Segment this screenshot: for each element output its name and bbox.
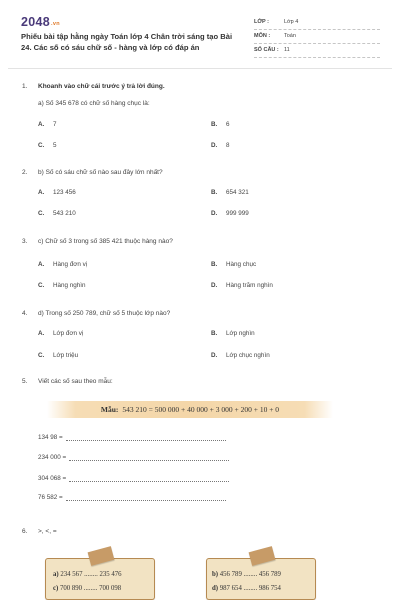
q3-number: 3. xyxy=(22,238,28,245)
info-count-label: SỐ CÂU : xyxy=(254,47,279,53)
info-count-value: 11 xyxy=(284,47,290,53)
q1-option-c[interactable]: C. 5 xyxy=(38,142,57,149)
q6-text: >, <, = xyxy=(38,528,57,535)
q5-fill-line-2: 234 000 = xyxy=(38,454,229,461)
q3-option-c[interactable]: C. Hàng nghìn xyxy=(38,282,86,289)
q1-subtext: a) Số 345 678 có chữ số hàng chục là: xyxy=(38,100,150,107)
compare-item-c: c) 700 890 ........ 700 098 xyxy=(53,585,122,592)
compare-item-d: d) 987 654 ........ 986 754 xyxy=(212,585,281,592)
logo-domain: .vn xyxy=(51,21,60,27)
q2-text: b) Số có sáu chữ số nào sau đây lớn nhất? xyxy=(38,169,163,176)
worksheet-title: Phiếu bài tập hằng ngày Toán lớp 4 Chân trời sáng tạo Bài 24. Các số có sáu chữ số - hàng và lớp có đáp án xyxy=(21,32,233,52)
answer-blank[interactable] xyxy=(69,454,229,461)
q1-option-d[interactable]: D. 8 xyxy=(211,142,230,149)
q5-fill-line-3: 304 068 = xyxy=(38,475,229,482)
answer-blank[interactable] xyxy=(66,434,226,441)
compare-blank[interactable]: ........ xyxy=(84,571,98,578)
q2-option-a[interactable]: A. 123 456 xyxy=(38,189,76,196)
q3-option-b[interactable]: B. Hàng chục xyxy=(211,261,257,268)
q3-text: c) Chữ số 3 trong số 385 421 thuộc hàng nào? xyxy=(38,238,173,245)
q5-number: 5. xyxy=(22,378,28,385)
info-class xyxy=(254,17,380,30)
q1-option-b[interactable]: B. 6 xyxy=(211,121,230,128)
compare-blank[interactable]: ........ xyxy=(83,585,98,592)
q2-option-b[interactable]: B. 654 321 xyxy=(211,189,249,196)
sample-banner xyxy=(47,401,333,418)
info-class-value: Lớp 4 xyxy=(284,19,299,25)
q4-option-b[interactable]: B. Lớp nghìn xyxy=(211,330,255,337)
info-subject-label: MÔN : xyxy=(254,33,271,39)
q1-text: Khoanh vào chữ cái trước ý trả lời đúng. xyxy=(38,83,165,90)
info-count xyxy=(254,45,380,58)
q5-fill-line-4: 76 582 = xyxy=(38,494,226,501)
compare-blank[interactable]: ........ xyxy=(243,571,258,578)
q3-option-a[interactable]: A. Hàng đơn vị xyxy=(38,261,88,268)
q5-text: Viết các số sau theo mẫu: xyxy=(38,378,113,385)
sample-expression: 543 210 = 500 000 + 40 000 + 3 000 + 200 + 10 + 0 xyxy=(122,405,280,414)
header-divider xyxy=(8,68,392,69)
q4-option-c[interactable]: C. Lớp triệu xyxy=(38,352,79,359)
info-subject-value: Toán xyxy=(284,33,296,39)
q6-number: 6. xyxy=(22,528,28,535)
compare-card-right xyxy=(206,558,316,600)
answer-blank[interactable] xyxy=(69,475,229,482)
compare-item-b: b) 456 789 ........ 456 789 xyxy=(212,571,281,578)
q2-option-d[interactable]: D. 999 999 xyxy=(211,210,249,217)
q4-number: 4. xyxy=(22,310,28,317)
q4-text: d) Trong số 250 789, chữ số 5 thuộc lớp nào? xyxy=(38,310,171,317)
site-logo[interactable] xyxy=(21,15,60,29)
q1-option-a[interactable]: A. 7 xyxy=(38,121,57,128)
compare-item-a: a) 234 567 ........ 235 476 xyxy=(53,571,122,578)
compare-card-left xyxy=(45,558,155,600)
q4-option-a[interactable]: A. Lớp đơn vị xyxy=(38,330,84,337)
answer-blank[interactable] xyxy=(66,494,226,501)
info-class-label: LỚP : xyxy=(254,19,269,25)
compare-blank[interactable]: ........ xyxy=(243,585,258,592)
q2-number: 2. xyxy=(22,169,28,176)
q3-option-d[interactable]: D. Hàng trăm nghìn xyxy=(211,282,273,289)
sample-label: Mẫu: xyxy=(100,405,119,414)
q1-number: 1. xyxy=(22,83,28,90)
q4-option-d[interactable]: D. Lớp chục nghìn xyxy=(211,352,270,359)
q2-option-c[interactable]: C. 543 210 xyxy=(38,210,76,217)
info-subject xyxy=(254,31,380,44)
q5-fill-line-1: 134 98 = xyxy=(38,434,226,441)
logo-text: 2048 xyxy=(21,15,51,29)
